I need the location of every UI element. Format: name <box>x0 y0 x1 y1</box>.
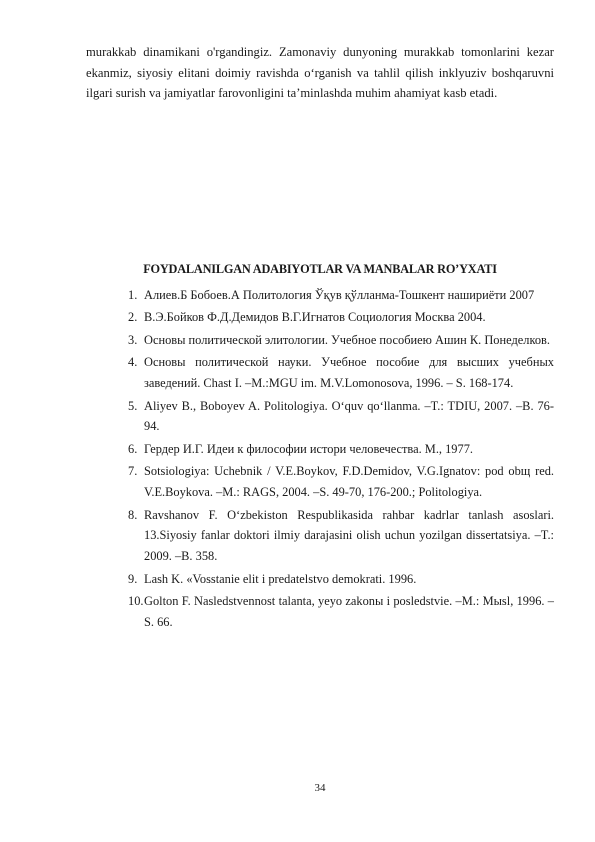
reference-text: Основы политической элитологии. Учебное пособиею Ашин К. Понеделков. <box>144 332 550 347</box>
reference-text: Sotsiologiya: Uchebnik / V.E.Boykov, F.D.Demidov, V.G.Ignatov: pod obщ red. V.E.Boykova. –M.: RAGS, 2004. –S. 49-70, 176-200.; Politologiya. <box>144 464 554 500</box>
reference-number: 2. <box>128 310 138 325</box>
references-heading: FOYDALANILGAN ADABIYOTLAR VA MANBALAR RO’YXATI <box>143 262 497 276</box>
reference-text: В.Э.Бойков Ф.Д.Демидов В.Г.Игнатов Социология Москва 2004. <box>144 310 486 325</box>
reference-number: 5. <box>128 398 138 413</box>
intro-paragraph: murakkab dinamikani o'rgandingiz. Zamonaviy dunyoning murakkab tomonlarini kezar ekanmiz, siyosiy elitani doimiy ravishda o‘rganish va tahlil qilish inklyuziv boshqaruvni ilgari surish va jamiyatlar farovonligini ta’minlashda muhim ahamiyat kasb etadi. <box>86 45 554 100</box>
reference-text: Ravshanov F. O‘zbekiston Respublikasida rahbar kadrlar tanlash asoslari. 13.Siyosiy fanlar doktori ilmiy darajasini olish uchun yozilgan dissertatsiya. –T.: 2009. –B. 358. <box>144 507 554 564</box>
reference-number: 9. <box>128 571 138 586</box>
reference-number: 4. <box>128 355 138 370</box>
page-number: 34 <box>314 782 326 794</box>
reference-item <box>110 396 554 438</box>
reference-item <box>110 461 554 503</box>
reference-item <box>110 591 554 633</box>
reference-item <box>110 569 554 590</box>
reference-text: Алиев.Б Бобоев.А Политология Ўқув қўлланма-Тошкент нашириёти 2007 <box>144 288 535 302</box>
reference-number: 7. <box>128 464 138 479</box>
reference-item <box>110 330 554 351</box>
reference-number: 1. <box>128 288 138 302</box>
reference-number: 8. <box>128 507 138 522</box>
reference-text: Aliyev B., Boboyev A. Politologiya. O‘quv qo‘llanma. –T.: TDIU, 2007. –B. 76-94. <box>144 398 554 434</box>
reference-item <box>110 307 554 328</box>
reference-item <box>110 439 554 460</box>
reference-text: Основы политической науки. Учебное пособие для высших учебных заведений. Chast I. –M.:MGU im. M.V.Lomonosova, 1996. – S. 168-174. <box>144 355 554 391</box>
reference-item <box>110 352 554 394</box>
reference-text: Golton F. Nasledstvennost talanta, yeyo zakonы i posledstvie. –M.: Mыsl, 1996. –S. 66. <box>144 594 554 630</box>
reference-item <box>110 505 554 568</box>
reference-number: 3. <box>128 332 138 347</box>
reference-number: 6. <box>128 441 138 456</box>
reference-text: Гердер И.Г. Идеи к философии истори человечества. М., 1977. <box>144 441 473 456</box>
references-list <box>110 285 554 635</box>
reference-text: Lash K. «Vosstanie elit i predatelstvo demokrati. 1996. <box>144 571 417 586</box>
reference-number: 10. <box>128 594 144 609</box>
reference-item <box>110 285 554 306</box>
